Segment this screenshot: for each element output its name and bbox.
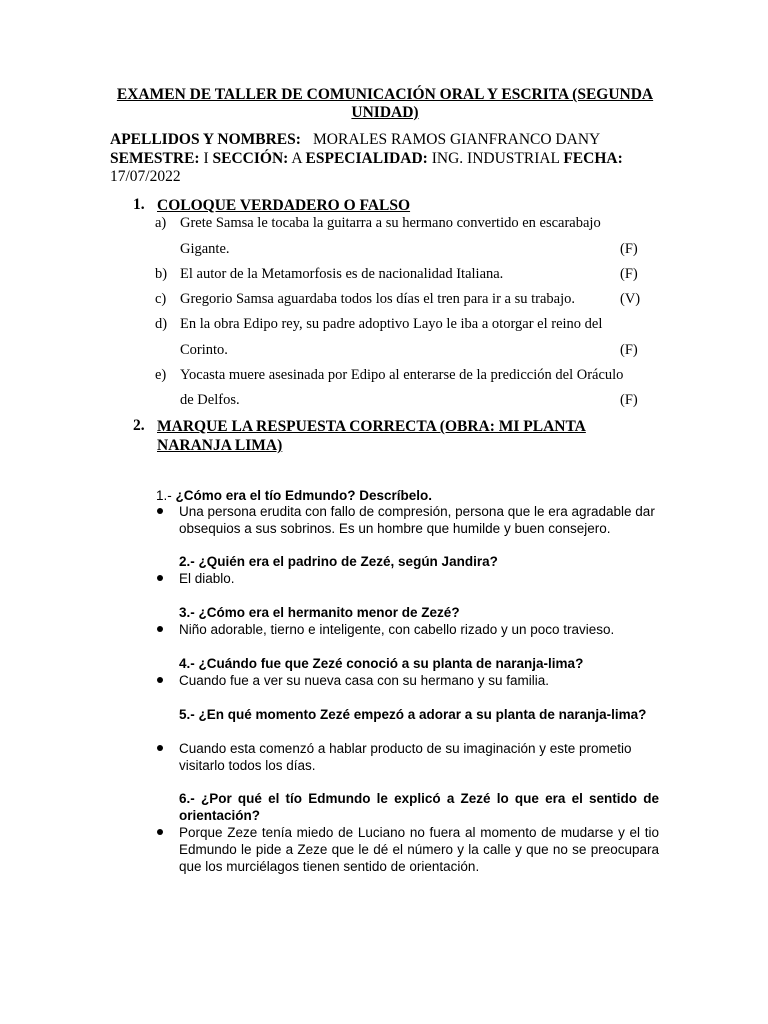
- name-value: MORALES RAMOS GIANFRANCO DANY: [313, 131, 601, 148]
- answer-2: El diablo.: [179, 571, 235, 586]
- tf-answer-d: (F): [620, 342, 638, 358]
- answer-3: Niño adorable, tierno e inteligente, con cabello rizado y un poco travieso.: [179, 622, 615, 637]
- bullet: [157, 508, 163, 514]
- bullet: [157, 745, 163, 751]
- section2-number: 2.: [133, 417, 145, 434]
- bullet: [157, 575, 163, 581]
- semester-value: I: [199, 150, 213, 167]
- date-label: FECHA:: [563, 150, 623, 167]
- question-3: 3.- ¿Cómo era el hermanito menor de Zezé?: [179, 605, 460, 620]
- name-label: APELLIDOS Y NOMBRES:: [110, 131, 301, 148]
- answer-5: Cuando esta comenzó a hablar producto de su imaginación y este prometio visitarlo todos los días.: [179, 741, 632, 773]
- date-value: 17/07/2022: [110, 168, 181, 185]
- section-value: A: [288, 150, 306, 167]
- question-4: 4.- ¿Cuándo fue que Zezé conoció a su planta de naranja-lima?: [179, 656, 584, 671]
- question-2: 2.- ¿Quién era el padrino de Zezé, según Jandira?: [179, 554, 498, 569]
- section2-heading: MARQUE LA RESPUESTA CORRECTA (OBRA: MI PLANTA NARANJA LIMA): [157, 418, 586, 454]
- tf-answer-a: (F): [620, 241, 638, 257]
- specialty-value: ING. INDUSTRIAL: [427, 150, 564, 167]
- specialty-label: ESPECIALIDAD:: [305, 150, 428, 167]
- bullet: [157, 829, 163, 835]
- exam-title: EXAMEN DE TALLER DE COMUNICACIÓN ORAL Y ESCRITA (SEGUNDA UNIDAD): [116, 86, 654, 121]
- answer-6: Porque Zeze tenía miedo de Luciano no fuera al momento de mudarse y el tio Edmundo le pide a Zeze que le dé el número y la calle y que no se preocupara que los murciélagos tienen sentido de orientación.: [179, 825, 659, 874]
- question-6: 6.- ¿Por qué el tío Edmundo le explicó a Zezé lo que era el sentido de orientación?: [179, 791, 659, 823]
- tf-answer-c: (V): [620, 291, 641, 307]
- student-name-line: [110, 131, 670, 149]
- tf-answer-b: (F): [620, 266, 638, 282]
- student-details: [110, 150, 670, 186]
- exam-page: EXAMEN DE TALLER DE COMUNICACIÓN ORAL Y ESCRITA (SEGUNDA UNIDAD) APELLIDOS Y NOMBRES: MORALES RAMOS GIANFRANCO DANY SEMESTRE: I SECCIÓN: A ESPECIALIDAD: ING. INDUSTRIAL FECHA: 17/07/2022 1. COLOQUE VERDADERO O FALSO a) Grete Samsa le tocaba la guitarra a su hermano convertido en escarabajo Gigante. (F) b) El autor de la Metamorfosis es de nacionalidad Italiana. (F) c) Gregorio Samsa aguardaba todos los días el tren para ir a su trabajo. (V) d) En la obra Edipo rey, su padre adoptivo Layo le iba a otorgar el reino del Corinto. (F) e) Yocasta muere asesinada por Edipo al enterarse de la predicción del Oráculo de Delfos. (F) 2. MARQUE LA RESPUESTA CORRECTA (OBRA: MI PLANTA NARANJA LIMA) 1.- ¿Cómo era el tío Edmundo? Descríbelo. Una persona erudita con fallo de compresión, persona que le era agradable dar obsequios a sus sobrinos. Es un hombre que humilde y buen consejero. 2.- ¿Quién era el padrino de Zezé, según Jandira? El diablo. 3.- ¿Cómo era el hermanito menor de Zezé? Niño adorable, tierno e inteligente, con cabello rizado y un poco travieso. 4.- ¿Cuándo fue que Zezé conoció a su planta de naranja-lima? Cuando fue a ver su nueva casa con su hermano y su familia. 5.- ¿En qué momento Zezé empezó a adorar a su planta de naranja-lima? Cuando esta comenzó a hablar producto de su imaginación y este prometio visitarlo todos los días. 6.- ¿Por qué el tío Edmundo le explicó a Zezé lo que era el sentido de orientación? Porque Zeze tenía miedo de Luciano no fuera al momento de mudarse y el tio Edmundo le pide a Zeze que le dé el número y la calle y que no se preocupara que los murciélagos tienen sentido de orientación.: [0, 0, 768, 1024]
- answer-1: Una persona erudita con fallo de compresión, persona que le era agradable dar obsequios a sus sobrinos. Es un hombre que humilde y buen consejero.: [179, 504, 655, 536]
- bullet: [157, 626, 163, 632]
- section1-number: 1.: [133, 196, 145, 213]
- section-label: SECCIÓN:: [212, 150, 289, 167]
- question-1: 1.- ¿Cómo era el tío Edmundo? Descríbelo.: [156, 488, 433, 503]
- section1-heading: COLOQUE VERDADERO O FALSO: [157, 197, 411, 214]
- question-5: 5.- ¿En qué momento Zezé empezó a adorar a su planta de naranja-lima?: [179, 707, 647, 722]
- semester-label: SEMESTRE:: [110, 150, 200, 167]
- bullet: [157, 677, 163, 683]
- tf-answer-e: (F): [620, 392, 638, 408]
- answer-4: Cuando fue a ver su nueva casa con su hermano y su familia.: [179, 673, 549, 688]
